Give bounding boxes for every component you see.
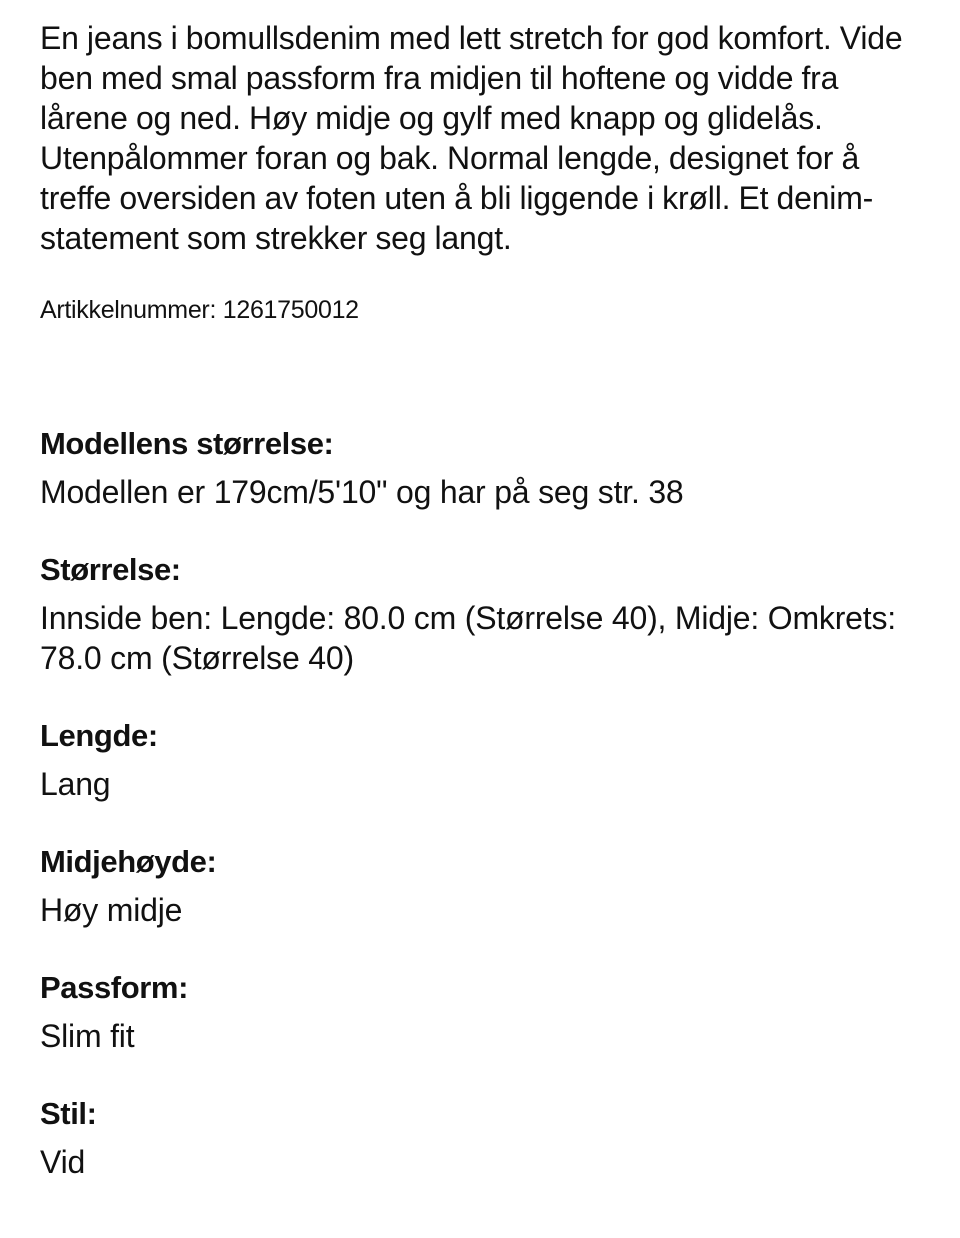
attribute-value: Vid (40, 1144, 86, 1180)
article-number-label: Artikkelnummer: (40, 296, 217, 324)
attribute-label: Stil: (40, 1096, 97, 1131)
attribute-label: Størrelse: (40, 552, 181, 587)
article-number-value: 1261750012 (222, 296, 359, 324)
attribute-label: Lengde: (40, 718, 158, 753)
attribute-label: Midjehøyde: (40, 844, 217, 879)
product-attributes (40, 424, 920, 1182)
attribute-value: Høy midje (40, 892, 183, 928)
article-number (40, 294, 920, 326)
attribute-value: Lang (40, 766, 111, 802)
attribute-length (40, 716, 920, 804)
attribute-size (40, 550, 920, 678)
attribute-waist-height (40, 842, 920, 930)
attribute-fit (40, 968, 920, 1056)
product-description: En jeans i bomullsdenim med lett stretch for god komfort. Vide ben med smal passform fra midjen til hoftene og vidde fra lårene og ned. Høy midje og gylf med knapp og glidelås. Utenpålommer foran og bak. Normal lengde, designet for å treffe oversiden av foten uten å bli liggende i krøll. Et denim-statement som strekker seg langt. (40, 20, 903, 256)
attribute-value: Modellen er 179cm/5'10" og har på seg str. 38 (40, 474, 684, 510)
attribute-label: Passform: (40, 970, 189, 1005)
attribute-value: Innside ben: Lengde: 80.0 cm (Størrelse 40), Midje: Omkrets: 78.0 cm (Størrelse 40) (40, 600, 896, 676)
attribute-model-size (40, 424, 920, 512)
attribute-value: Slim fit (40, 1018, 135, 1054)
attribute-style (40, 1094, 920, 1182)
attribute-label: Modellens størrelse: (40, 426, 334, 461)
